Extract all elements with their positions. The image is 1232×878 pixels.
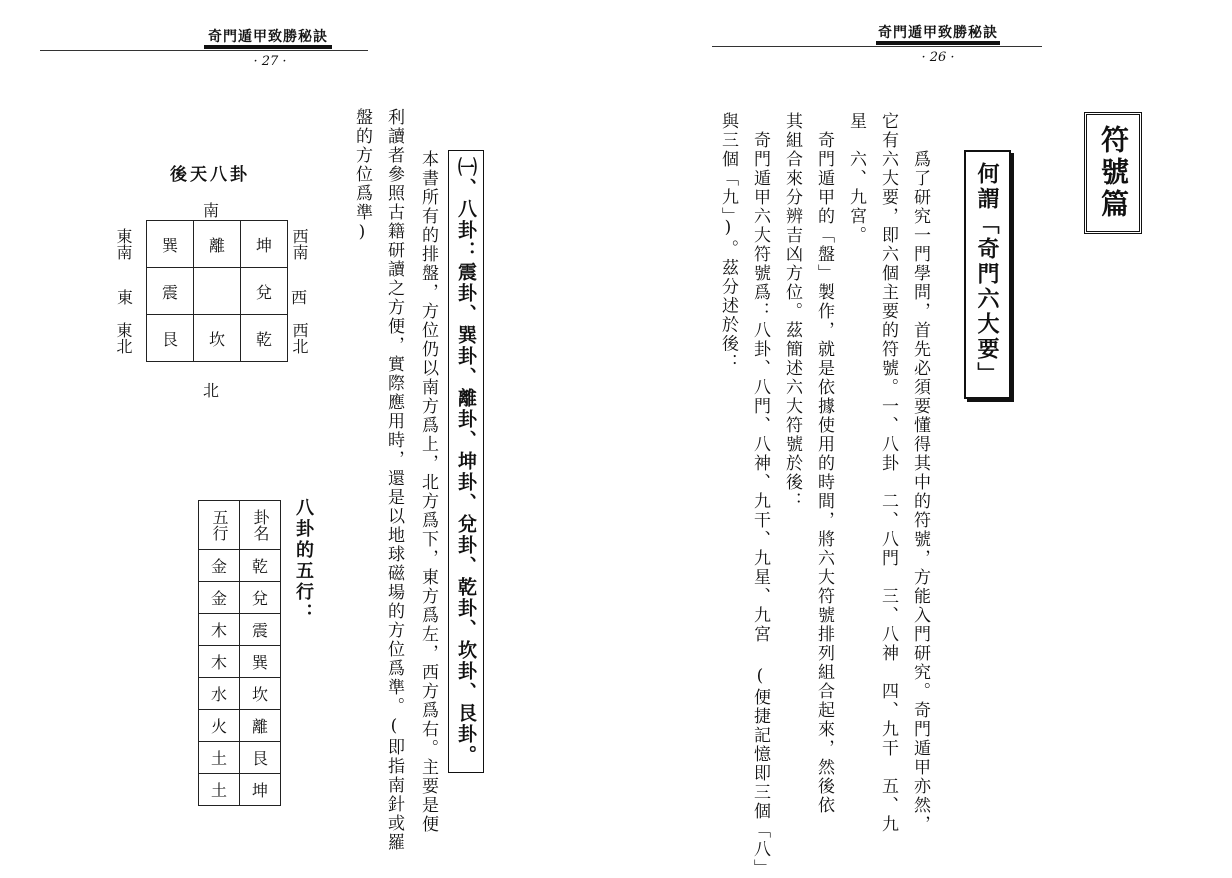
direction-south: 南 — [202, 201, 219, 220]
grid-cell: 乾 — [241, 315, 288, 362]
table-row — [199, 678, 281, 710]
grid-cell: 坤 — [241, 221, 288, 268]
text-column: 奇門遁甲的「盤」製作，就是依據使用的時間，將六大符號排列組合起來，然後依 — [814, 112, 834, 815]
direction-southeast: 東南 — [114, 228, 133, 260]
header-rule — [40, 50, 368, 51]
table-row — [199, 774, 281, 806]
grid-cell: 坎 — [194, 315, 241, 362]
table-cell: 坎 — [240, 678, 281, 710]
table-header: 五行 — [199, 501, 240, 550]
text-column: 其組合來分辨吉凶方位。茲簡述六大符號於後： — [782, 112, 802, 511]
table-row — [199, 582, 281, 614]
table-cell: 離 — [240, 710, 281, 742]
text-column: 利讀者參照古籍研讀之方便，實際應用時，還是以地球磁場的方位爲準。(即指南針或羅 — [384, 108, 404, 852]
grid-cell: 離 — [194, 221, 241, 268]
text-column: 本書所有的排盤，方位仍以南方爲上，北方爲下，東方爲左，西方爲右。主要是便 — [418, 150, 438, 834]
table-cell: 土 — [199, 742, 240, 774]
bagua-grid — [146, 220, 288, 362]
table-header: 卦名 — [240, 501, 281, 550]
table-cell: 金 — [199, 582, 240, 614]
table-cell: 艮 — [240, 742, 281, 774]
table-cell: 巽 — [240, 646, 281, 678]
grid-cell: 震 — [147, 268, 194, 315]
table-cell: 金 — [199, 550, 240, 582]
header-rule-thick — [204, 45, 332, 49]
grid-cell-center — [194, 268, 241, 315]
wuxing-table — [198, 500, 281, 806]
direction-southwest: 西南 — [290, 228, 309, 260]
direction-northeast: 東北 — [114, 322, 133, 354]
text-column: 爲了研究一門學問，首先必須要懂得其中的符號，方能入門研究。奇門遁甲亦然， — [910, 150, 930, 834]
text-column: 盤的方位爲準) — [352, 108, 372, 244]
table-cell: 火 — [199, 710, 240, 742]
table-cell: 木 — [199, 646, 240, 678]
table-cell: 坤 — [240, 774, 281, 806]
section-title: 符號篇 — [1084, 112, 1142, 234]
table-row — [199, 710, 281, 742]
table-row — [199, 742, 281, 774]
header-rule — [712, 46, 1042, 47]
table-cell: 木 — [199, 614, 240, 646]
text-column: 奇門遁甲六大符號爲：八卦、八門、八神、九干、九星、九宮 (便捷記憶即三個「八」 — [750, 112, 770, 878]
section-heading-bagua: ㈠、八卦：震卦、巽卦、離卦、坤卦、兌卦、乾卦、坎卦、艮卦。 — [448, 150, 484, 773]
direction-northwest: 西北 — [290, 322, 309, 354]
text-column: 它有六大要，即六個主要的符號。一、八卦 二、八門 三、八神 四、九干 五、九 — [878, 112, 898, 834]
wuxing-label: 八卦的五行： — [293, 498, 314, 624]
table-row — [199, 646, 281, 678]
diagram-title: 後天八卦 — [170, 165, 250, 185]
header-rule-thick — [876, 41, 1000, 45]
grid-cell: 巽 — [147, 221, 194, 268]
text-column: 與三個「九」)。茲分述於後： — [718, 112, 738, 373]
direction-west: 西 — [290, 288, 307, 307]
table-cell: 震 — [240, 614, 281, 646]
table-cell: 土 — [199, 774, 240, 806]
table-row — [199, 614, 281, 646]
table-cell: 兌 — [240, 582, 281, 614]
page-number: · 27 · — [253, 54, 287, 69]
grid-cell: 兌 — [241, 268, 288, 315]
chapter-heading: 何謂「奇門六大要」 — [964, 150, 1011, 399]
running-title: 奇門遁甲致勝秘訣 — [878, 25, 998, 41]
text-column: 星 六、九宮。 — [846, 112, 866, 245]
table-cell: 乾 — [240, 550, 281, 582]
grid-cell: 艮 — [147, 315, 194, 362]
page-number: · 26 · — [921, 50, 955, 65]
running-title: 奇門遁甲致勝秘訣 — [208, 29, 328, 45]
direction-east: 東 — [116, 288, 133, 307]
table-row — [199, 550, 281, 582]
direction-north: 北 — [202, 381, 219, 400]
table-cell: 水 — [199, 678, 240, 710]
